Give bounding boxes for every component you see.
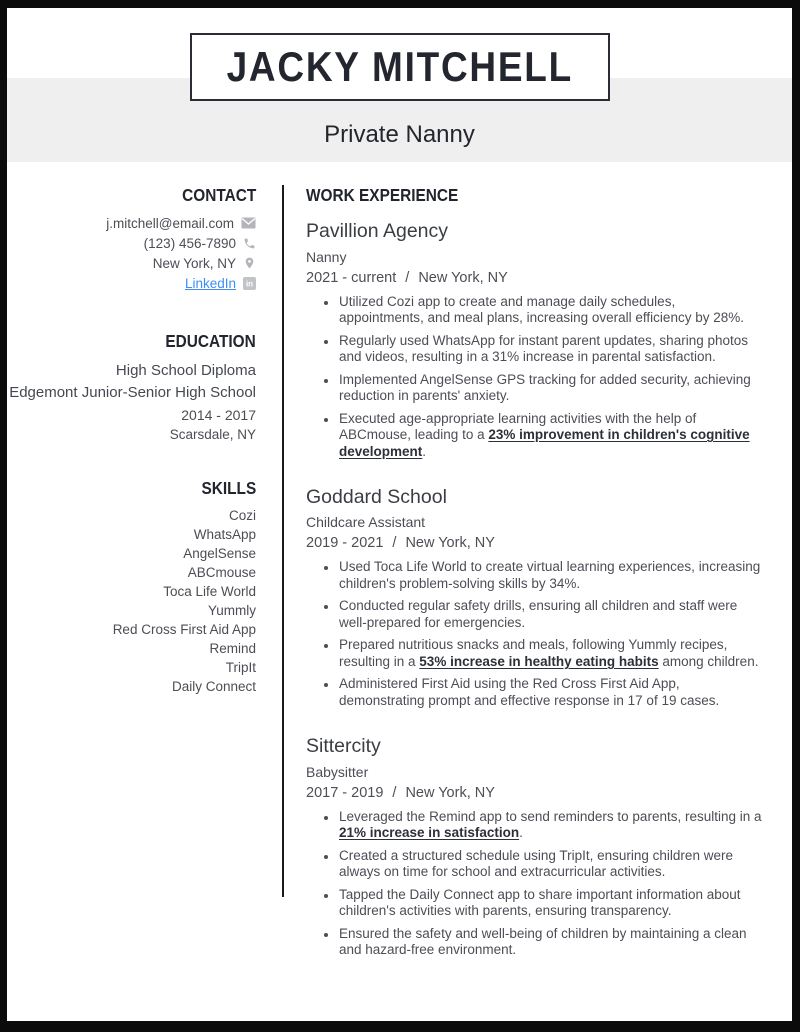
bullet-item: • Executed age-appropriate learning activities with the help of ABCmouse, leading to a 23% improvement in children's cognitive development. — [338, 411, 762, 461]
skill-item: ABCmouse — [187, 565, 256, 581]
education-degree: High School Diploma — [115, 362, 256, 380]
job-dates: 2021 - current — [306, 269, 397, 286]
bullet-item: • Tapped the Daily Connect app to share important information about children's activities with parents, ensuring transparency. — [338, 887, 762, 920]
job-location: New York, NY — [405, 535, 495, 552]
skill-item: AngelSense — [183, 546, 256, 562]
skills-heading: SKILLS — [201, 478, 256, 499]
contact-email-text: j.mitchell@email.com — [106, 215, 234, 231]
job-dateline — [306, 785, 762, 801]
job-dateline — [306, 535, 762, 551]
job-dates: 2017 - 2019 — [306, 784, 384, 801]
company-name: Pavillion Agency — [306, 220, 449, 243]
phone-icon — [243, 237, 256, 250]
skill-item: Remind — [209, 641, 256, 657]
date-separator: / — [392, 784, 397, 801]
job-bullets — [306, 809, 762, 959]
sidebar — [7, 185, 282, 965]
job-location: New York, NY — [418, 269, 508, 286]
location-pin-icon — [243, 256, 256, 270]
job-dates: 2019 - 2021 — [306, 535, 384, 552]
job-dateline — [306, 270, 762, 286]
skill-item: Toca Life World — [163, 584, 256, 600]
contact-heading: CONTACT — [181, 185, 256, 205]
education-location: Scarsdale, NY — [169, 427, 256, 443]
education-school: Edgemont Junior-Senior High School — [9, 384, 256, 402]
contact-location-row — [7, 253, 256, 273]
job-location: New York, NY — [405, 784, 495, 801]
bullet-item: • Created a structured schedule using TripIt, ensuring children were always on time for school and extracurricular activities. — [338, 848, 762, 881]
job-role: Nanny — [306, 248, 347, 265]
bullet-item: • Prepared nutritious snacks and meals, following Yummly recipes, resulting in a 53% increase in healthy eating habits among children. — [338, 637, 762, 670]
job-entry-sittercity — [306, 735, 762, 958]
bullet-item: • Utilized Cozi app to create and manage daily schedules, appointments, and meal plans, increasing overall efficiency by 28%. — [338, 294, 762, 327]
bullet-item: • Used Toca Life World to create virtual learning experiences, increasing children's problem-solving skills by 34%. — [338, 559, 762, 592]
person-name: JACKY MITCHELL — [226, 43, 574, 90]
job-bullets — [306, 294, 762, 461]
contact-phone-text: (123) 456-7890 — [143, 235, 236, 251]
skill-item: Daily Connect — [171, 679, 256, 695]
name-box — [190, 33, 610, 101]
envelope-icon — [241, 217, 256, 229]
bullet-item: • Administered First Aid using the Red Cross First Aid App, demonstrating prompt and effective response in 17 of 19 cases. — [338, 676, 762, 709]
bullet-item: • Conducted regular safety drills, ensuring all children and staff were well-prepared for emergencies. — [338, 598, 762, 631]
contact-linkedin-row — [7, 273, 256, 293]
skill-item: Red Cross First Aid App — [112, 622, 256, 638]
company-name: Sittercity — [306, 735, 381, 758]
work-experience-section — [282, 185, 792, 965]
job-bullets — [306, 559, 762, 709]
job-title: Private Nanny — [324, 121, 475, 148]
bullet-item: • Leveraged the Remind app to send reminders to parents, resulting in a 21% increase in satisfaction. — [338, 809, 762, 842]
skill-item: Yummly — [207, 603, 256, 619]
skills-section — [7, 478, 256, 696]
bullet-item: • Implemented AngelSense GPS tracking for added security, achieving reduction in parents' anxiety. — [338, 372, 762, 405]
company-name: Goddard School — [306, 486, 447, 509]
contact-location-text: New York, NY — [152, 255, 236, 271]
work-experience-heading: WORK EXPERIENCE — [306, 185, 459, 205]
skill-item: WhatsApp — [193, 527, 256, 543]
linkedin-icon — [243, 277, 256, 290]
education-heading: EDUCATION — [165, 331, 256, 352]
job-entry-pavillion — [306, 220, 762, 460]
bullet-item: • Ensured the safety and well-being of children by maintaining a clean and hazard-free environment. — [338, 926, 762, 959]
date-separator: / — [392, 535, 397, 552]
contact-email-row — [7, 213, 256, 233]
contact-phone-row — [7, 233, 256, 253]
job-entry-goddard — [306, 486, 762, 709]
svg-text:in: in — [245, 279, 254, 289]
education-section — [7, 331, 256, 444]
job-role: Childcare Assistant — [306, 514, 426, 531]
bullet-item: • Regularly used WhatsApp for instant parent updates, sharing photos and videos, resulting in a 31% increase in parental satisfaction. — [338, 333, 762, 366]
date-separator: / — [405, 269, 410, 286]
contact-section — [7, 185, 256, 293]
job-role: Babysitter — [306, 763, 369, 780]
content-area — [7, 185, 792, 965]
linkedin-link[interactable]: LinkedIn — [184, 275, 236, 291]
skill-item: TripIt — [225, 660, 256, 676]
skill-item: Cozi — [228, 508, 256, 524]
education-dates: 2014 - 2017 — [181, 407, 256, 424]
